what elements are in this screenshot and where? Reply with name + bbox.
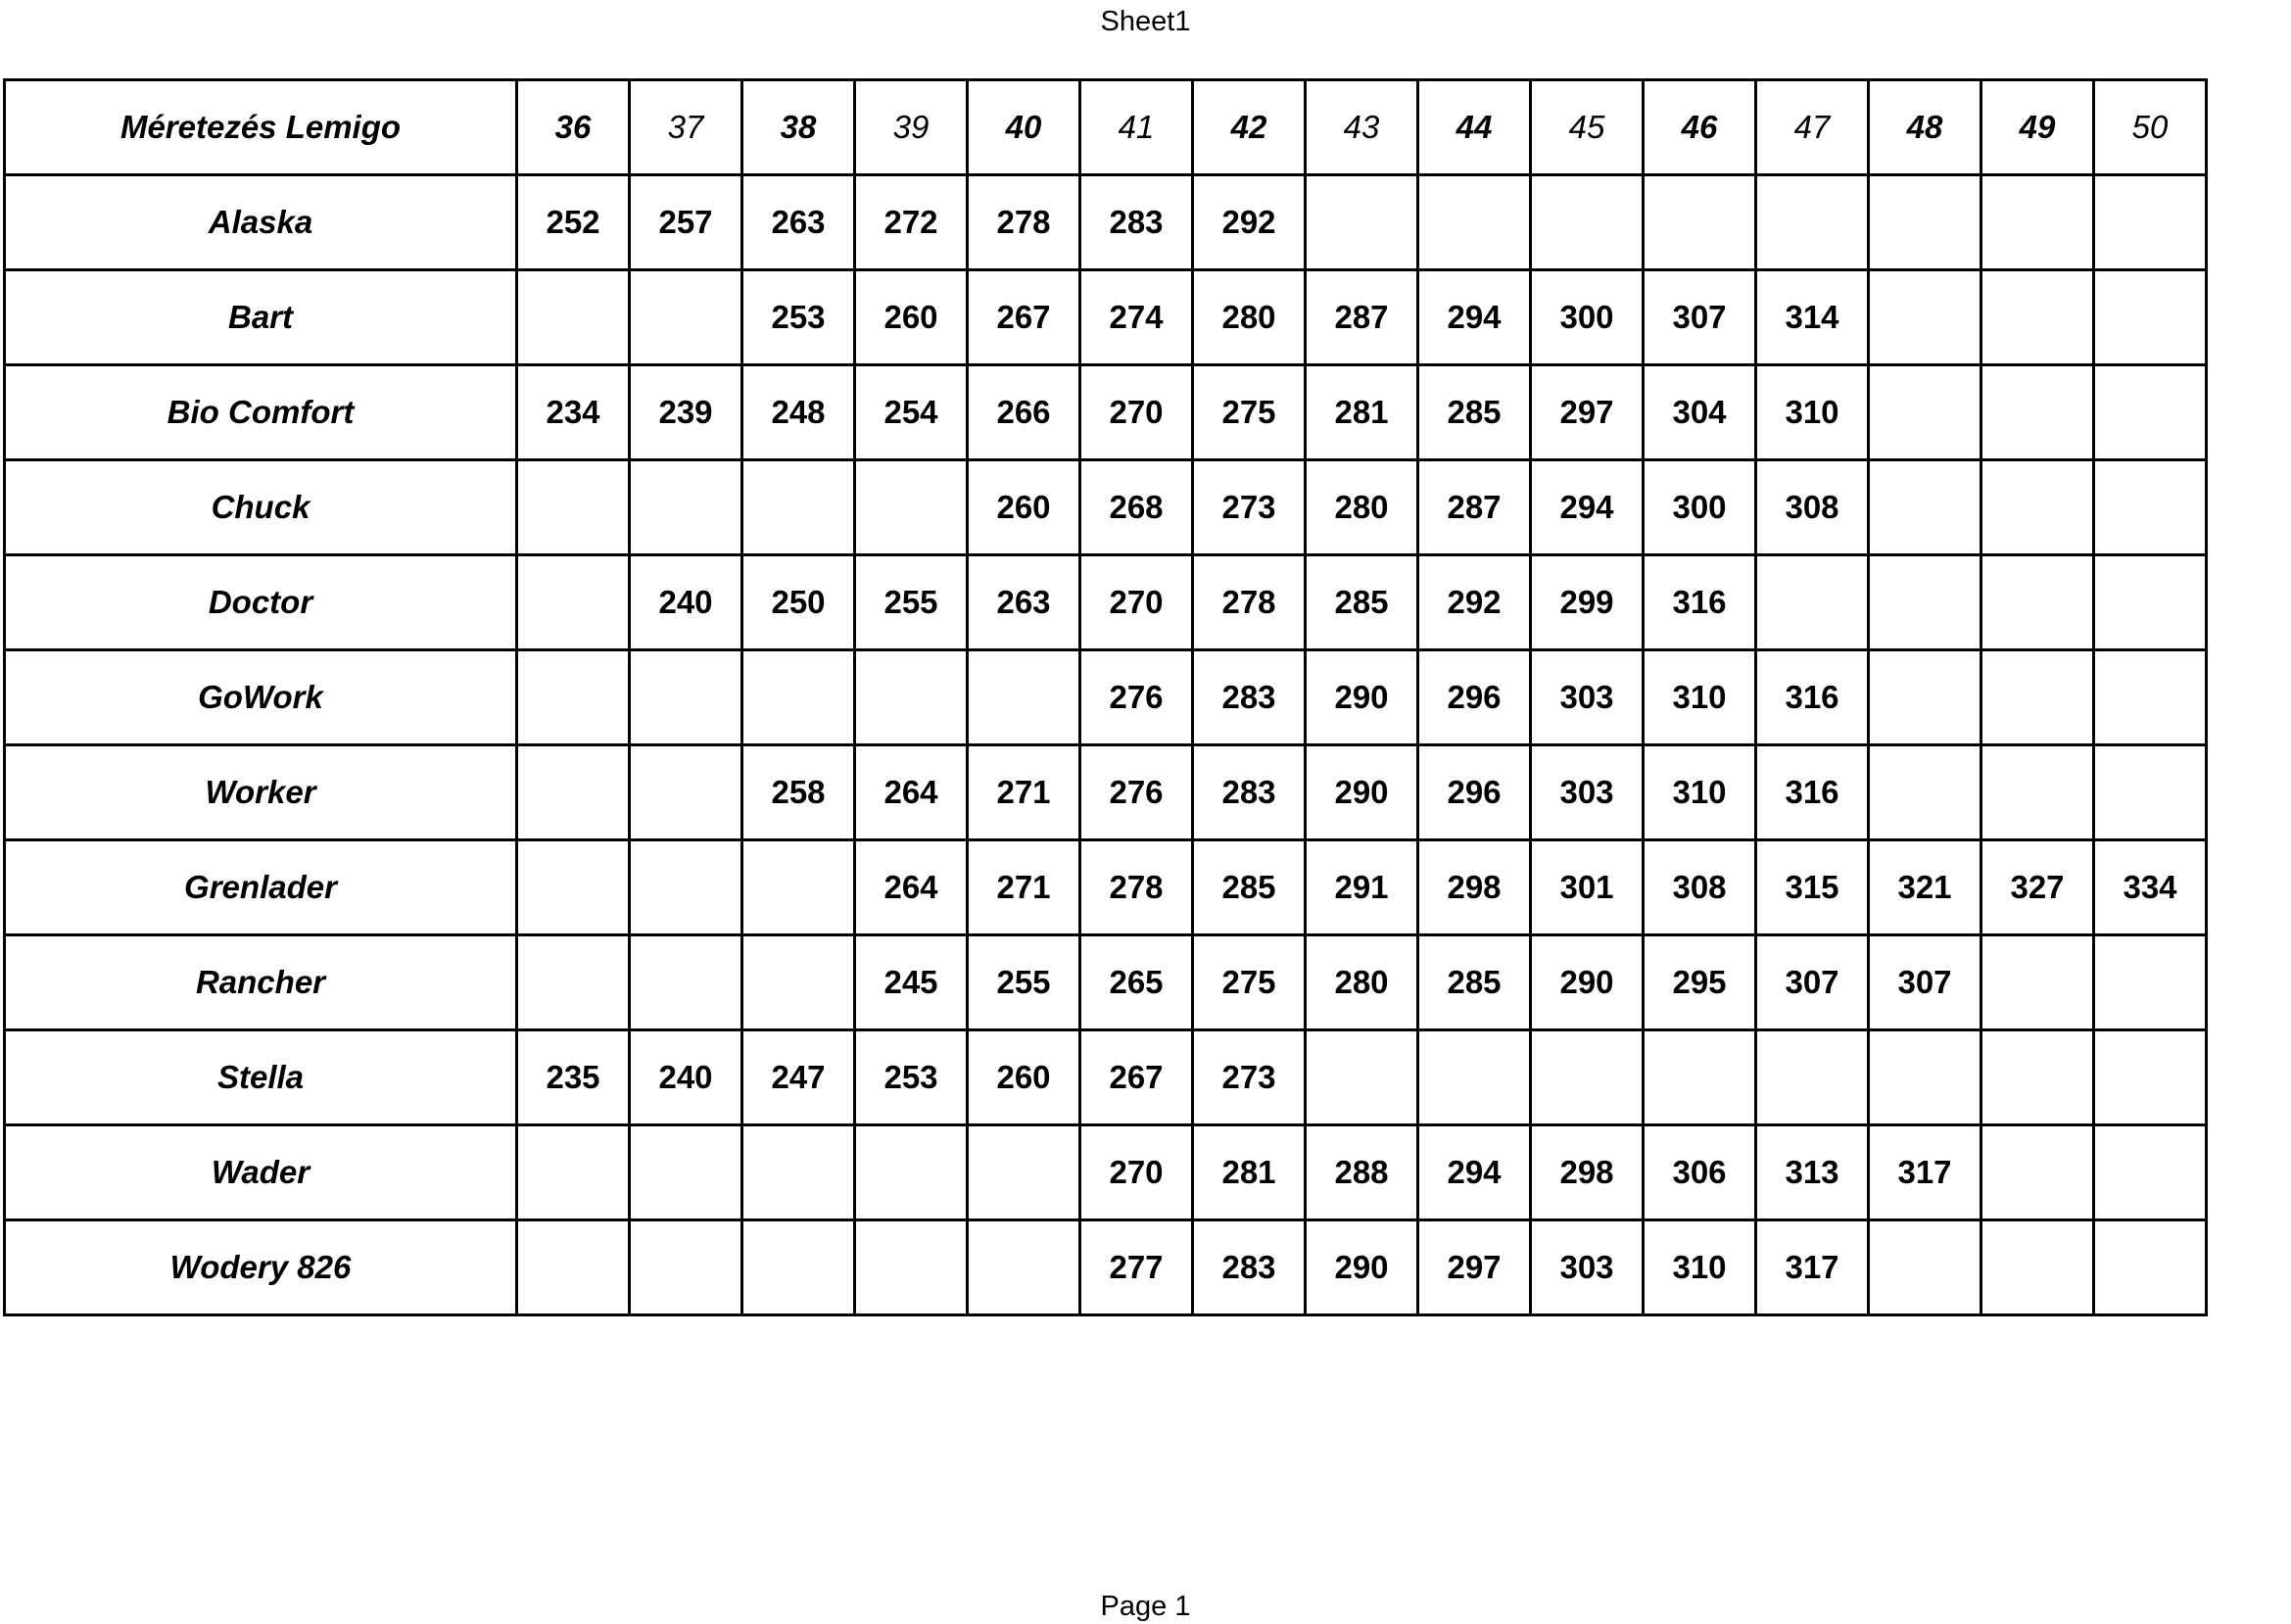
table-row [5,1125,2207,1220]
measurement-cell: 310 [1644,745,1756,840]
product-name-cell: Grenlader [5,840,517,935]
measurement-cell: 275 [1193,935,1306,1030]
table-row [5,650,2207,745]
measurement-cell [2094,365,2207,460]
measurement-cell [855,650,968,745]
sheet-title: Sheet1 [1100,6,1191,37]
measurement-cell: 287 [1306,270,1418,365]
measurement-cell [517,650,630,745]
measurement-cell [1981,1125,2094,1220]
measurement-cell: 276 [1080,745,1193,840]
measurement-cell: 334 [2094,840,2207,935]
product-name-cell: Stella [5,1030,517,1125]
size-header-43: 43 [1306,80,1418,175]
measurement-cell [855,460,968,555]
measurement-cell: 308 [1756,460,1869,555]
measurement-cell [517,745,630,840]
measurement-cell: 278 [1193,555,1306,650]
measurement-cell: 280 [1306,460,1418,555]
table-title-cell: Méretezés Lemigo [5,80,517,175]
product-name-cell: Alaska [5,175,517,270]
measurement-cell [1756,555,1869,650]
measurement-cell: 307 [1869,935,1981,1030]
measurement-cell: 240 [630,1030,742,1125]
measurement-cell [517,840,630,935]
measurement-cell: 297 [1531,365,1644,460]
measurement-cell: 271 [968,745,1080,840]
measurement-cell: 310 [1644,1220,1756,1315]
measurement-cell [1869,365,1981,460]
measurement-cell: 283 [1193,1220,1306,1315]
measurement-cell: 298 [1418,840,1531,935]
table-row [5,1220,2207,1315]
measurement-cell [1756,175,1869,270]
measurement-cell: 304 [1644,365,1756,460]
measurement-cell [1981,1220,2094,1315]
measurement-cell [630,650,742,745]
measurement-cell: 272 [855,175,968,270]
measurement-cell: 245 [855,935,968,1030]
measurement-cell: 252 [517,175,630,270]
size-header-44: 44 [1418,80,1531,175]
measurement-cell: 303 [1531,1220,1644,1315]
size-header-36: 36 [517,80,630,175]
measurement-cell [1869,1220,1981,1315]
measurement-cell: 258 [742,745,855,840]
measurement-cell: 303 [1531,650,1644,745]
measurement-cell: 294 [1531,460,1644,555]
measurement-cell: 316 [1756,650,1869,745]
measurement-cell: 264 [855,745,968,840]
measurement-cell [2094,270,2207,365]
measurement-cell: 250 [742,555,855,650]
measurement-cell: 234 [517,365,630,460]
product-name-cell: Chuck [5,460,517,555]
measurement-cell [1306,175,1418,270]
measurement-cell: 306 [1644,1125,1756,1220]
measurement-cell: 285 [1418,365,1531,460]
measurement-cell: 292 [1193,175,1306,270]
measurement-cell [2094,1125,2207,1220]
measurement-cell [1869,270,1981,365]
measurement-cell [1531,1030,1644,1125]
measurement-cell [1644,1030,1756,1125]
table-row [5,460,2207,555]
measurement-cell [1981,365,2094,460]
measurement-cell: 260 [855,270,968,365]
size-header-45: 45 [1531,80,1644,175]
measurement-cell: 263 [742,175,855,270]
measurement-cell: 316 [1756,745,1869,840]
measurement-cell: 278 [968,175,1080,270]
measurement-cell [630,745,742,840]
measurement-cell [1418,175,1531,270]
measurement-cell: 283 [1080,175,1193,270]
measurement-cell [742,935,855,1030]
measurement-cell [2094,935,2207,1030]
measurement-cell: 285 [1193,840,1306,935]
measurement-cell: 273 [1193,460,1306,555]
measurement-cell: 266 [968,365,1080,460]
table-row [5,745,2207,840]
measurement-cell: 280 [1193,270,1306,365]
size-header-50: 50 [2094,80,2207,175]
measurement-cell: 307 [1644,270,1756,365]
measurement-cell [2094,1030,2207,1125]
measurement-cell: 235 [517,1030,630,1125]
measurement-cell: 299 [1531,555,1644,650]
measurement-cell [517,270,630,365]
measurement-cell: 240 [630,555,742,650]
measurement-cell: 239 [630,365,742,460]
measurement-cell [1531,175,1644,270]
measurement-cell [1981,460,2094,555]
measurement-cell: 278 [1080,840,1193,935]
product-name-cell: Wodery 826 [5,1220,517,1315]
measurement-cell: 310 [1756,365,1869,460]
measurement-cell [630,1220,742,1315]
measurement-cell: 281 [1193,1125,1306,1220]
measurement-cell [1981,745,2094,840]
measurement-cell: 296 [1418,650,1531,745]
measurement-cell: 315 [1756,840,1869,935]
table-row [5,935,2207,1030]
measurement-cell [855,1220,968,1315]
measurement-cell: 321 [1869,840,1981,935]
product-name-cell: Worker [5,745,517,840]
measurement-cell: 276 [1080,650,1193,745]
measurement-cell: 270 [1080,365,1193,460]
measurement-cell: 255 [968,935,1080,1030]
measurement-cell: 301 [1531,840,1644,935]
measurement-cell [630,270,742,365]
measurement-cell [968,650,1080,745]
measurement-cell: 303 [1531,745,1644,840]
measurement-cell: 270 [1080,555,1193,650]
measurement-cell [630,840,742,935]
product-name-cell: Bio Comfort [5,365,517,460]
measurement-cell [742,460,855,555]
measurement-cell: 300 [1531,270,1644,365]
measurement-cell: 296 [1418,745,1531,840]
measurement-cell: 290 [1306,650,1418,745]
size-header-42: 42 [1193,80,1306,175]
size-header-41: 41 [1080,80,1193,175]
measurement-cell [1306,1030,1418,1125]
measurement-cell [2094,175,2207,270]
size-header-47: 47 [1756,80,1869,175]
measurement-cell: 287 [1418,460,1531,555]
measurement-cell: 308 [1644,840,1756,935]
measurement-cell [517,1125,630,1220]
size-header-48: 48 [1869,80,1981,175]
measurement-cell: 290 [1306,745,1418,840]
measurement-cell: 295 [1644,935,1756,1030]
measurement-cell [2094,1220,2207,1315]
measurement-cell: 298 [1531,1125,1644,1220]
measurement-cell: 314 [1756,270,1869,365]
product-name-cell: Rancher [5,935,517,1030]
measurement-cell [1981,270,2094,365]
product-name-cell: Bart [5,270,517,365]
measurement-cell [2094,555,2207,650]
measurement-cell: 281 [1306,365,1418,460]
measurement-cell [1869,745,1981,840]
measurement-cell [1981,1030,2094,1125]
measurement-cell [855,1125,968,1220]
measurement-cell [742,840,855,935]
measurement-cell: 260 [968,1030,1080,1125]
measurement-cell [1981,935,2094,1030]
size-header-38: 38 [742,80,855,175]
measurement-cell [968,1125,1080,1220]
measurement-cell [1981,650,2094,745]
measurement-cell: 288 [1306,1125,1418,1220]
measurement-cell: 317 [1869,1125,1981,1220]
measurement-cell: 253 [742,270,855,365]
measurement-cell: 255 [855,555,968,650]
table-row [5,175,2207,270]
measurement-cell [2094,745,2207,840]
measurement-cell: 316 [1644,555,1756,650]
measurement-cell: 254 [855,365,968,460]
measurement-cell: 327 [1981,840,2094,935]
size-header-39: 39 [855,80,968,175]
measurement-cell: 263 [968,555,1080,650]
measurement-cell [1981,175,2094,270]
measurement-cell [630,935,742,1030]
measurement-cell: 294 [1418,270,1531,365]
product-name-cell: Doctor [5,555,517,650]
size-chart-table [3,78,2208,1316]
measurement-cell [517,555,630,650]
header-row [5,80,2207,175]
measurement-cell: 270 [1080,1125,1193,1220]
measurement-cell [1869,175,1981,270]
size-header-37: 37 [630,80,742,175]
measurement-cell: 248 [742,365,855,460]
measurement-cell: 264 [855,840,968,935]
table-row [5,555,2207,650]
measurement-cell [517,935,630,1030]
table-row [5,1030,2207,1125]
measurement-cell: 290 [1531,935,1644,1030]
measurement-cell [630,460,742,555]
measurement-cell: 292 [1418,555,1531,650]
measurement-cell [1869,555,1981,650]
table-row [5,270,2207,365]
measurement-cell: 274 [1080,270,1193,365]
measurement-cell [2094,650,2207,745]
measurement-cell [742,1125,855,1220]
measurement-cell: 313 [1756,1125,1869,1220]
measurement-cell [1981,555,2094,650]
measurement-cell: 290 [1306,1220,1418,1315]
measurement-cell: 317 [1756,1220,1869,1315]
measurement-cell: 247 [742,1030,855,1125]
page-footer: Page 1 [1100,1591,1191,1622]
measurement-cell: 275 [1193,365,1306,460]
measurement-cell: 283 [1193,745,1306,840]
measurement-cell: 310 [1644,650,1756,745]
measurement-cell: 267 [1080,1030,1193,1125]
measurement-cell: 294 [1418,1125,1531,1220]
measurement-cell: 267 [968,270,1080,365]
measurement-cell [517,1220,630,1315]
table-row [5,365,2207,460]
measurement-cell [630,1125,742,1220]
measurement-cell: 297 [1418,1220,1531,1315]
measurement-cell: 257 [630,175,742,270]
measurement-cell [1869,1030,1981,1125]
measurement-cell: 291 [1306,840,1418,935]
measurement-cell [1418,1030,1531,1125]
measurement-cell: 260 [968,460,1080,555]
measurement-cell [968,1220,1080,1315]
measurement-cell: 265 [1080,935,1193,1030]
measurement-cell: 268 [1080,460,1193,555]
measurement-cell: 277 [1080,1220,1193,1315]
measurement-cell [1869,650,1981,745]
measurement-cell: 271 [968,840,1080,935]
measurement-cell [1869,460,1981,555]
product-name-cell: GoWork [5,650,517,745]
measurement-cell [742,1220,855,1315]
measurement-cell: 307 [1756,935,1869,1030]
measurement-cell [2094,460,2207,555]
measurement-cell: 253 [855,1030,968,1125]
measurement-cell [1644,175,1756,270]
measurement-cell: 300 [1644,460,1756,555]
measurement-cell: 283 [1193,650,1306,745]
measurement-cell: 285 [1306,555,1418,650]
measurement-cell [1756,1030,1869,1125]
size-header-46: 46 [1644,80,1756,175]
measurement-cell [517,460,630,555]
measurement-cell: 285 [1418,935,1531,1030]
table-row [5,840,2207,935]
measurement-cell: 273 [1193,1030,1306,1125]
size-header-49: 49 [1981,80,2094,175]
size-header-40: 40 [968,80,1080,175]
measurement-cell: 280 [1306,935,1418,1030]
measurement-cell [742,650,855,745]
product-name-cell: Wader [5,1125,517,1220]
